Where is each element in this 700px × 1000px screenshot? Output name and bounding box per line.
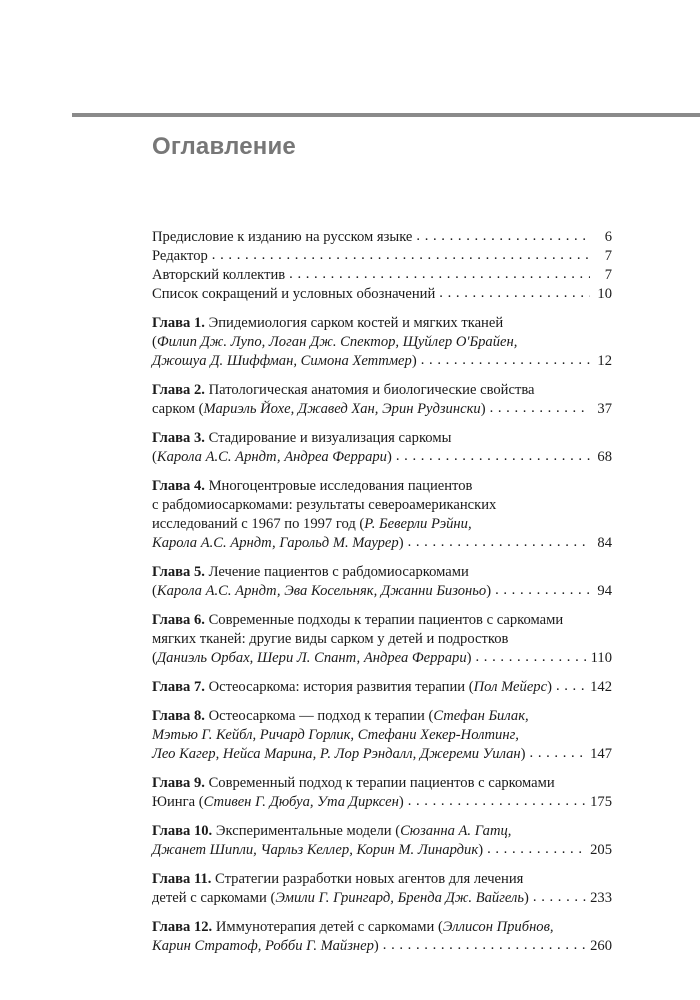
chapter-authors: Стефан Билак, — [433, 708, 529, 724]
dot-leader — [490, 399, 590, 418]
toc-page-number: 10 — [597, 286, 612, 302]
front-matter-list — [152, 228, 612, 304]
toc-page-number: 12 — [597, 353, 612, 369]
dot-leader — [289, 265, 590, 284]
chapter-authors: Сюзанна А. Гатц, — [400, 823, 512, 839]
dot-leader — [212, 246, 590, 265]
chapter-authors: Мариэль Йохе, Джавед Хан, Эрин Рудзински — [203, 401, 481, 417]
toc-item-preface[interactable] — [152, 228, 612, 247]
chapter-title: Остеосаркома — подход к терапии ( — [208, 708, 434, 724]
chapter-authors: Эмили Г. Грингард, Бренда Дж. Вайгель — [275, 890, 525, 906]
dot-leader — [533, 888, 586, 907]
dot-leader — [487, 840, 586, 859]
toc-page-number: 68 — [597, 449, 612, 465]
chapter-label: Глава 9. — [152, 775, 205, 791]
dot-leader — [408, 792, 586, 811]
chapter-title: Иммунотерапия детей с саркомами ( — [215, 919, 443, 935]
chapter-entry-2[interactable]: Глава 2. Патологическая анатомия и биологические свойства сарком (Мариэль Йохе, Джавед Хан, Эрин Рудзински) . . . 37 — [152, 381, 612, 419]
toc-item-authors[interactable] — [152, 266, 612, 285]
chapter-entry-8[interactable]: Глава 8. Остеосаркома — подход к терапии (Стефан Билак, Мэтью Г. Кейбл, Ричард Горлик, Стефани Хекер-Нолтинг, Лео Кагер, Нейса Марина, Р. Лор Рэндалл, Джереми Уилан) . . . 147 — [152, 707, 612, 764]
chapter-entry-1[interactable]: Глава 1. Эпидемиология сарком костей и мягких тканей (Филип Дж. Лупо, Логан Дж. Спектор, Щуйлер О'Брайен, Джошуа Д. Шиффман, Симона Хеттмер) . . . 12 — [152, 314, 612, 371]
chapter-title: Стратегии разработки новых агентов для лечения — [215, 871, 524, 887]
dot-leader — [439, 284, 590, 303]
dot-leader — [383, 936, 586, 955]
chapter-label: Глава 1. — [152, 315, 205, 331]
chapter-entry-3[interactable]: Глава 3. Стадирование и визуализация саркомы (Карола А.С. Арндт, Андреа Феррари) . . . 68 — [152, 429, 612, 467]
chapter-title: Современные подходы к терапии пациентов с саркомами — [208, 612, 564, 628]
chapter-authors: Мэтью Г. Кейбл, Ричард Горлик, Стефани Хекер-Нолтинг, — [152, 727, 519, 743]
chapter-authors: Карола А.С. Арндт, Гарольд М. Маурер — [152, 535, 399, 551]
chapter-authors: Филип Дж. Лупо, Логан Дж. Спектор, Щуйлер О'Брайен, — [156, 334, 518, 350]
toc-item-text: Предисловие к изданию на русском языке — [152, 229, 413, 245]
toc-page-number: 175 — [590, 794, 612, 810]
chapter-label: Глава 7. — [152, 679, 205, 695]
chapter-entry-10[interactable]: Глава 10. Экспериментальные модели (Сюзанна А. Гатц, Джанет Шипли, Чарльз Келлер, Корин М. Линардик) . . . 205 — [152, 822, 612, 860]
dot-leader — [556, 677, 586, 696]
chapter-title: Стадирование и визуализация саркомы — [208, 430, 452, 446]
toc-page-number: 142 — [590, 679, 612, 695]
toc-item-text: Список сокращений и условных обозначений — [152, 286, 436, 302]
toc-page-number: 147 — [590, 746, 612, 762]
chapter-label: Глава 2. — [152, 382, 205, 398]
chapter-authors: Лео Кагер, Нейса Марина, Р. Лор Рэндалл, Джереми Уилан — [152, 746, 521, 762]
toc-item-text: Авторский коллектив — [152, 267, 286, 283]
top-rule — [72, 113, 700, 117]
chapter-authors: Даниэль Орбах, Шери Л. Спант, Андреа Феррари — [156, 650, 467, 666]
toc-page-number: 37 — [597, 401, 612, 417]
page-title: Оглавление — [152, 133, 296, 160]
chapter-authors: Карола А.С. Арндт, Эва Косельняк, Джанни Бизоньо — [156, 583, 487, 599]
dot-leader — [421, 351, 590, 370]
toc-page-number: 260 — [590, 938, 612, 954]
chapter-title: Эпидемиология сарком костей и мягких тканей — [208, 315, 504, 331]
dot-leader — [495, 581, 590, 600]
toc-page-number: 94 — [597, 583, 612, 599]
chapter-entry-7[interactable]: Глава 7. Остеосаркома: история развития терапии (Пол Мейерс) . . . 142 — [152, 678, 612, 697]
chapter-label: Глава 5. — [152, 564, 205, 580]
chapter-title: Патологическая анатомия и биологические свойства — [208, 382, 535, 398]
toc-item-abbreviations[interactable] — [152, 285, 612, 304]
chapter-title: Лечение пациентов с рабдомиосаркомами — [208, 564, 469, 580]
chapter-title: Многоцентровые исследования пациентов — [208, 478, 473, 494]
toc-page-number: 205 — [590, 842, 612, 858]
chapter-entry-5[interactable]: Глава 5. Лечение пациентов с рабдомиосаркомами (Карола А.С. Арндт, Эва Косельняк, Джанни Бизоньо) . . . 94 — [152, 563, 612, 601]
dot-leader — [530, 744, 587, 763]
chapter-authors: Пол Мейерс — [473, 679, 548, 695]
chapter-authors: Р. Беверли Рэйни, — [364, 516, 472, 532]
chapter-authors: Карола А.С. Арндт, Андреа Феррари — [156, 449, 387, 465]
chapter-entry-6[interactable]: Глава 6. Современные подходы к терапии пациентов с саркомами мягких тканей: другие виды сарком у детей и подростков (Даниэль Орбах, Шери Л. Спант, Андреа Феррари) . . . 110 — [152, 611, 612, 668]
toc-item-editor[interactable] — [152, 247, 612, 266]
toc-page-number: 233 — [590, 890, 612, 906]
chapter-title: Экспериментальные модели ( — [215, 823, 401, 839]
chapter-label: Глава 10. — [152, 823, 213, 839]
chapter-entry-11[interactable]: Глава 11. Стратегии разработки новых агентов для лечения детей с саркомами (Эмили Г. Грингард, Бренда Дж. Вайгель) . . . 233 — [152, 870, 612, 908]
toc-page-number: 7 — [604, 248, 612, 264]
chapter-title-cont: с рабдомиосаркомами: результаты североамериканских — [152, 497, 497, 513]
dot-leader — [476, 648, 587, 667]
toc-page-number: 6 — [604, 229, 612, 245]
chapter-authors: Карин Стратоф, Робби Г. Майзнер — [152, 938, 374, 954]
toc-item-text: Редактор — [152, 248, 208, 264]
chapter-label: Глава 8. — [152, 708, 205, 724]
toc-page-number: 110 — [590, 650, 612, 666]
chapter-entry-4[interactable]: Глава 4. Многоцентровые исследования пациентов с рабдомиосаркомами: результаты североамериканских исследований с 1967 по 1997 год (Р. Беверли Рэйни, Карола А.С. Арндт, Гарольд М. Маурер) . . . 84 — [152, 477, 612, 553]
chapter-title: Современный подход к терапии пациентов с саркомами — [208, 775, 555, 791]
chapter-authors: Джошуа Д. Шиффман, Симона Хеттмер — [152, 353, 412, 369]
chapter-label: Глава 6. — [152, 612, 205, 628]
chapter-label: Глава 3. — [152, 430, 205, 446]
dot-leader — [396, 447, 590, 466]
chapter-authors: Эллисон Прибнов, — [442, 919, 554, 935]
table-of-contents — [152, 228, 612, 966]
toc-page-number: 7 — [604, 267, 612, 283]
chapter-authors: Джанет Шипли, Чарльз Келлер, Корин М. Линардик — [152, 842, 479, 858]
dot-leader — [408, 533, 590, 552]
chapter-label: Глава 11. — [152, 871, 212, 887]
chapter-title: Остеосаркома: история развития терапии ( — [208, 679, 474, 695]
dot-leader — [416, 227, 590, 246]
chapter-label: Глава 4. — [152, 478, 205, 494]
toc-page-number: 84 — [597, 535, 612, 551]
chapter-authors: Стивен Г. Дюбуа, Ута Дирксен — [203, 794, 399, 810]
chapter-title-cont: мягких тканей: другие виды сарком у детей и подростков — [152, 631, 509, 647]
chapter-entry-9[interactable]: Глава 9. Современный подход к терапии пациентов с саркомами Юинга (Стивен Г. Дюбуа, Ута Дирксен) . . . 175 — [152, 774, 612, 812]
chapter-entry-12[interactable]: Глава 12. Иммунотерапия детей с саркомами (Эллисон Прибнов, Карин Стратоф, Робби Г. Майзнер) . . . 260 — [152, 918, 612, 956]
chapter-label: Глава 12. — [152, 919, 213, 935]
